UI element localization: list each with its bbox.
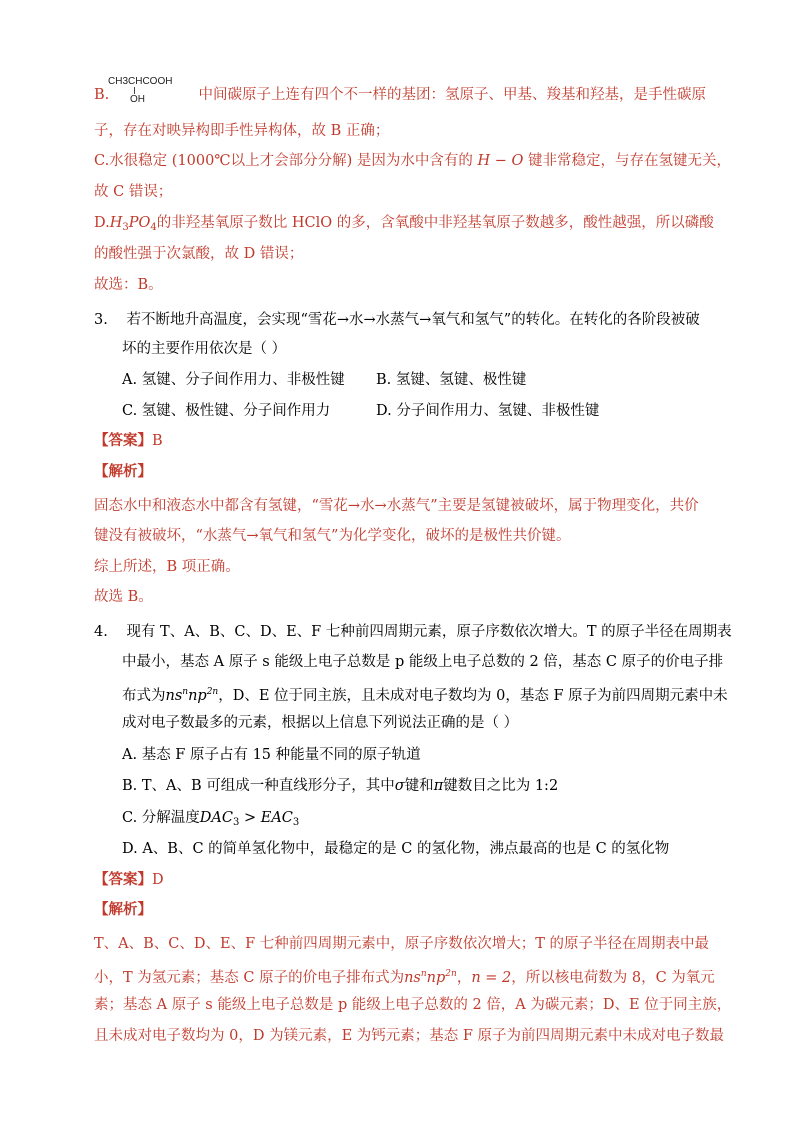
question-3-answer bbox=[94, 431, 163, 451]
eac-formula: > EAC bbox=[239, 810, 293, 826]
exp-2-b: ， bbox=[456, 970, 472, 986]
question-4-explanation-2 bbox=[94, 964, 715, 988]
option-d-prefix: D. bbox=[94, 215, 110, 231]
question-4-number: 4. bbox=[94, 624, 108, 640]
question-3-stem-2: 坏的主要作用依次是（ ） bbox=[122, 341, 287, 357]
question-3-explanation-4: 故选 B。 bbox=[94, 589, 153, 605]
config-np: np bbox=[188, 688, 207, 704]
question-4-stem-3 bbox=[122, 682, 728, 706]
selection-1: 故选：B。 bbox=[94, 277, 163, 293]
option-c-line-2: 故 C 错误； bbox=[94, 184, 173, 200]
question-4-explanation-4: 且未成对电子数均为 0，D 为镁元素，E 为钙元素；基态 F 原子为前四周期元素中未成对电子数最 bbox=[94, 1028, 725, 1044]
option-b-text-c: 键数目之比为 1:2 bbox=[443, 778, 559, 794]
question-4-option-d: D. A、B、C 的简单氢化物中，最稳定的是 C 的氢化物，沸点最高的也是 C 的氢化物 bbox=[122, 841, 670, 857]
question-3-option-b: B. 氢键、氢键、极性键 bbox=[376, 372, 527, 388]
config-2n: 2n bbox=[206, 687, 219, 697]
eac-sub: 3 bbox=[292, 817, 300, 828]
stem-3-suffix: ，D、E 位于同主族，且未成对电子数均为 0，基态 F 原子为前四周期元素中未 bbox=[218, 688, 728, 704]
question-3-explanation-3: 综上所述，B 项正确。 bbox=[94, 559, 240, 575]
question-4-stem-2: 中最小，基态 A 原子 s 能级上电子总数是 p 能级上电子总数的 2 倍，基态 C 原子的价电子排 bbox=[122, 654, 724, 670]
exp-2-a: 小，T 为氢元素；基态 C 原子的价电子排布式为 bbox=[94, 970, 405, 986]
question-3-option-d: D. 分子间作用力、氢键、非极性键 bbox=[376, 403, 600, 419]
option-c-text-a: C.水很稳定 (1000℃以上才会部分分解) 是因为水中含有的 bbox=[94, 153, 473, 169]
lactic-acid-formula bbox=[108, 76, 172, 105]
answer-value: B bbox=[152, 433, 163, 449]
question-3-analysis-label: 【解析】 bbox=[94, 463, 152, 480]
formula-hydroxyl: OH bbox=[130, 94, 145, 105]
answer-label: 【答案】 bbox=[94, 871, 152, 888]
option-c-line-1 bbox=[94, 151, 731, 171]
option-b-text-a: B. T、A、B 可组成一种直线形分子，其中 bbox=[122, 778, 395, 794]
answer-value: D bbox=[152, 872, 164, 888]
sub-4: 4 bbox=[150, 222, 157, 233]
question-4-text-1: 现有 T、A、B、C、D、E、F 七种前四周期元素，原子序数依次增大。T 的原子半径在周期表 bbox=[126, 624, 732, 640]
question-3-option-c: C. 氢键、极性键、分子间作用力 bbox=[122, 403, 331, 419]
question-4-stem-4: 成对电子数最多的元素，根据以上信息下列说法正确的是（ ） bbox=[122, 715, 519, 731]
option-c-text-a: C. 分解温度 bbox=[122, 810, 200, 826]
option-d-text: 的非羟基氧原子数比 HClO 的多，含氧酸中非羟基氧原子数越多，酸性越强，所以磷酸 bbox=[156, 215, 714, 231]
question-3-explanation-1: 固态水中和液态水中都含有氢键，“雪花→水→水蒸气”主要是氢键被破坏，属于物理变化，共价 bbox=[94, 498, 699, 514]
config-np: np bbox=[426, 970, 446, 986]
question-4-option-c bbox=[122, 808, 299, 833]
question-3-option-a: A. 氢键、分子间作用力、非极性键 bbox=[122, 372, 345, 388]
question-3-explanation-2: 键没有被破坏，“水蒸气→氧气和氢气”为化学变化，破坏的是极性共价键。 bbox=[94, 528, 571, 544]
config-ns: ns bbox=[404, 970, 421, 986]
question-4-stem-1 bbox=[94, 622, 732, 642]
config-n: n bbox=[420, 969, 427, 979]
option-b-line-1 bbox=[94, 85, 706, 105]
option-b-label: B. bbox=[94, 87, 110, 103]
question-4-answer bbox=[94, 870, 164, 890]
dac-sub: 3 bbox=[233, 817, 240, 828]
option-b-line-2: 子，存在对映异构即手性异构体，故 B 正确； bbox=[94, 123, 390, 139]
option-b-text-1: 中间碳原子上连有四个不一样的基团：氢原子、甲基、羧基和羟基，是手性碳原 bbox=[198, 87, 706, 103]
option-d-line-2: 的酸性强于次氯酸，故 D 错误； bbox=[94, 246, 304, 262]
answer-label: 【答案】 bbox=[94, 432, 152, 449]
question-4-option-a: A. 基态 F 原子占有 15 种能量不同的原子轨道 bbox=[122, 747, 421, 763]
question-4-analysis-label: 【解析】 bbox=[94, 901, 152, 918]
option-b-text-b: 键和 bbox=[404, 778, 434, 794]
question-3-text-1: 若不断地升高温度，会实现“雪花→水→水蒸气→氧气和氢气”的转化。在转化的各阶段被破 bbox=[126, 312, 700, 328]
formula-bond bbox=[134, 87, 135, 94]
formula-main-chain: CH3CHCOOH bbox=[108, 76, 173, 87]
stem-3-prefix: 布式为 bbox=[122, 688, 166, 704]
question-4-explanation-3: 素；基态 A 原子 s 能级上电子总数是 p 能级上电子总数的 2 倍，A 为碳元素；D、E 位于同主族， bbox=[94, 997, 732, 1013]
question-4-option-b bbox=[122, 776, 558, 796]
config-n: n bbox=[182, 687, 189, 697]
config-2n: 2n bbox=[445, 969, 457, 979]
dac-formula: DAC bbox=[199, 810, 233, 826]
pi-symbol: π bbox=[433, 778, 444, 794]
question-3-stem-1 bbox=[94, 310, 700, 330]
phosphoric-acid-po: PO bbox=[128, 215, 151, 231]
sub-3: 3 bbox=[122, 222, 129, 233]
option-d-line-1 bbox=[94, 213, 714, 238]
question-4-explanation-1: T、A、B、C、D、E、F 七种前四周期元素中，原子序数依次增大；T 的原子半径在周期表中最 bbox=[94, 936, 710, 952]
exp-2-d: ，所以核电荷数为 8，C 为氧元 bbox=[511, 970, 715, 986]
question-3-number: 3. bbox=[94, 312, 108, 328]
phosphoric-acid-h: H bbox=[109, 215, 123, 231]
exp-2-math: n = 2 bbox=[471, 970, 512, 986]
sigma-symbol: σ bbox=[394, 778, 405, 794]
option-c-math: H − O bbox=[477, 153, 524, 169]
option-c-text-b: 键非常稳定，与存在氢键无关， bbox=[527, 153, 731, 169]
config-ns: ns bbox=[165, 688, 183, 704]
